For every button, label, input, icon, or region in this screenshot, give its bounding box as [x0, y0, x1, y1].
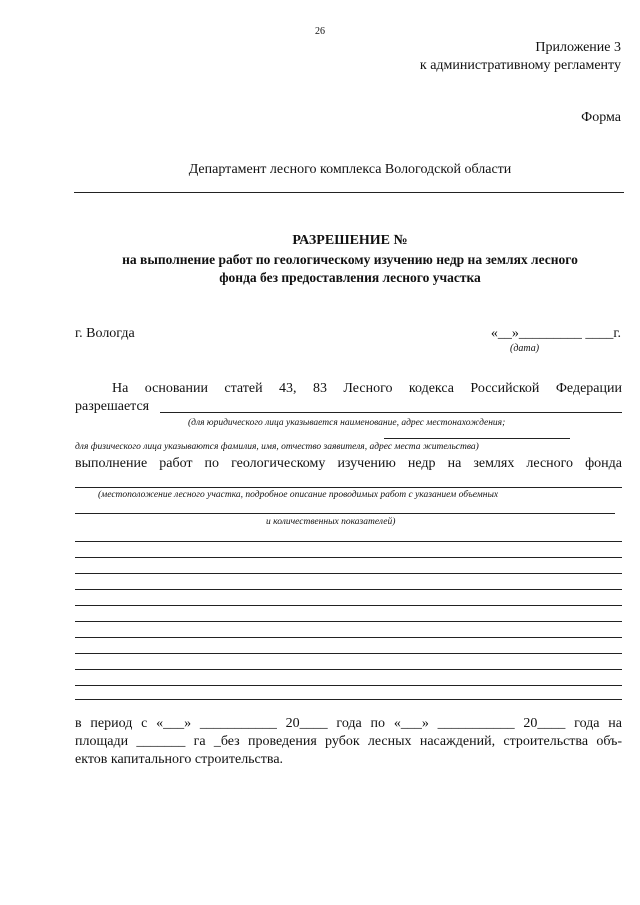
blank-line [75, 541, 622, 542]
period-line-1: в период с «___» ___________ 20____ года по «___» ___________ 20____ года на [75, 716, 622, 731]
hint-location-1: (местоположение лесного участка, подробное описание проводимых работ с указанием объемных [98, 490, 499, 500]
location-line-2 [75, 513, 615, 514]
blank-line [75, 621, 622, 622]
permit-title: РАЗРЕШЕНИЕ № [292, 233, 408, 248]
blank-line [75, 557, 622, 558]
blank-line [75, 669, 622, 670]
applicant-line [160, 412, 622, 413]
performing-text: выполнение работ по геологическому изучению недр на землях лесного фонда [75, 456, 622, 471]
appendix-line-2: к административному регламенту [419, 58, 621, 73]
city-label: г. Вологда [75, 326, 135, 341]
period-line-2: площади _______ га _без проведения рубок лесных насаждений, строительства объ- [75, 734, 622, 749]
basis-text: На основании статей 43, 83 Лесного кодекса Российской Федерации [112, 381, 622, 396]
date-caption: (дата) [510, 343, 540, 354]
department-underline [74, 192, 624, 193]
hint-location-2: и количественных показателей) [266, 517, 396, 527]
period-line-3: ектов капитального строительства. [75, 752, 284, 767]
blank-line [75, 573, 622, 574]
permit-subtitle-line-2: фонда без предоставления лесного участка [219, 270, 481, 285]
blank-line [75, 685, 622, 686]
department-name: Департамент лесного комплекса Вологодской области [188, 162, 512, 177]
blank-line [75, 605, 622, 606]
location-line-1 [75, 487, 622, 488]
applicant-line-2 [384, 438, 570, 439]
blank-line [75, 699, 622, 700]
hint-physical-person: для физического лица указываются фамилия, имя, отчество заявителя, адрес места жительства) [75, 442, 479, 452]
blank-line [75, 589, 622, 590]
page-number: 26 [315, 26, 325, 37]
blank-line [75, 653, 622, 654]
form-label: Форма [581, 110, 621, 125]
hint-legal-entity: (для юридического лица указывается наименование, адрес местонахождения; [188, 418, 506, 428]
appendix-line-1: Приложение 3 [535, 40, 621, 55]
permitted-label: разрешается [75, 399, 150, 414]
blank-line [75, 637, 622, 638]
permit-subtitle-line-1: на выполнение работ по геологическому изучению недр на землях лесного [122, 252, 578, 267]
date-field: «__»_________ ____г. [490, 326, 621, 341]
